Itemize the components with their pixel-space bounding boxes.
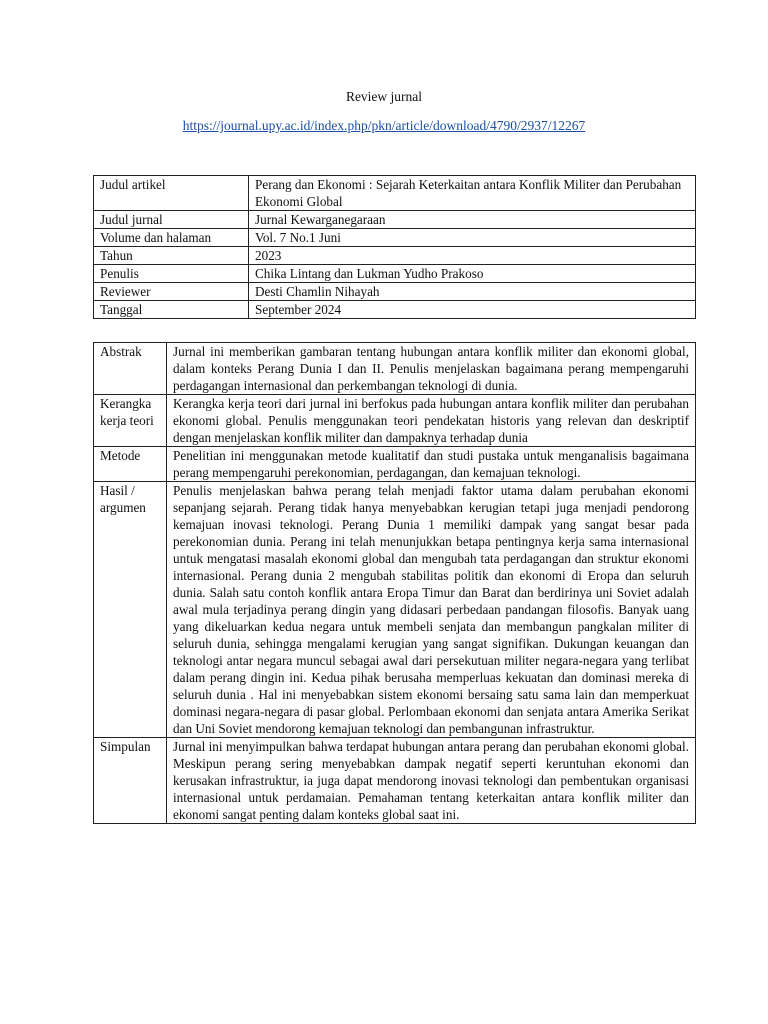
value-cell: 2023 xyxy=(249,247,696,265)
label-cell: Tahun xyxy=(94,247,249,265)
label-cell: Penulis xyxy=(94,265,249,283)
section-text-cell: Penelitian ini menggunakan metode kualitatif dan studi pustaka untuk menganalisis bagaimana perang mempengaruhi perekonomian, perdagangan, dan kemajuan teknologi. xyxy=(167,447,696,482)
table-row xyxy=(94,447,696,482)
table-row xyxy=(94,211,696,229)
table-row xyxy=(94,395,696,447)
document-title: Review jurnal xyxy=(345,89,423,104)
table-row xyxy=(94,482,696,738)
journal-url-link[interactable]: https://journal.upy.ac.id/index.php/pkn/article/download/4790/2937/12267 xyxy=(182,118,586,133)
table-row xyxy=(94,247,696,265)
table-row xyxy=(94,738,696,824)
value-cell: September 2024 xyxy=(249,301,696,319)
table-row xyxy=(94,301,696,319)
table-row xyxy=(94,265,696,283)
table-row xyxy=(94,283,696,301)
value-cell: Jurnal Kewarganegaraan xyxy=(249,211,696,229)
section-text-cell: Jurnal ini menyimpulkan bahwa terdapat hubungan antara perang dan perubahan ekonomi global. Meskipun perang sering menyebabkan dampak negatif seperti keruntuhan ekonomi dan kerusakan infrastruktur, ia juga dapat mendorong inovasi teknologi dan pembentukan organisasi internasional untuk perdamaian. Pemahaman tentang keterkaitan antara konflik militer dan ekonomi sangat penting dalam konteks global saat ini. xyxy=(167,738,696,824)
label-cell: Volume dan halaman xyxy=(94,229,249,247)
section-text-cell: Penulis menjelaskan bahwa perang telah menjadi faktor utama dalam perubahan ekonomi sepanjang sejarah. Perang tidak hanya menyebabkan kerugian tetapi juga menjadi pendorong kemajuan inovasi teknologi. Perang Dunia 1 memiliki dampak yang sangat besar pada perekonomian dunia. Perang ini telah menunjukkan betapa pentingnya kerja sama internasional untuk mengatasi masalah ekonomi global dan mengubah tata perdagangan dan struktur ekonomi internasional. Perang dunia 2 mengubah stabilitas politik dan ekonomi di Eropa dan seluruh dunia. Salah satu contoh konflik antara Eropa Timur dan Barat dan berdirinya uni Soviet adalah awal mula terjadinya perang dingin yang didasari perbedaan pandangan filosofis. Banyak uang yang dikeluarkan kedua negara untuk membeli senjata dan membangun pangkalan militer di seluruh dunia, sehingga mengalami kerugian yang sangat signifikan. Dukungan keuangan dan teknologi antar negara muncul sebagai awal dari persekutuan militer negara-negara yang terlibat dalam perang dingin ini. Kedua pihak berusaha memperluas kekuatan dan dominasi mereka di seluruh dunia . Hal ini menyebabkan sistem ekonomi bersaing satu sama lain dan memperkuat dominasi negara-negara di pasar global. Perlombaan ekonomi dan senjata antara Amerika Serikat dan Uni Soviet mendorong kemajuan teknologi dan pembangunan infrastruktur. xyxy=(167,482,696,738)
label-cell: Judul artikel xyxy=(94,176,249,211)
table-row xyxy=(94,229,696,247)
section-text-cell: Jurnal ini memberikan gambaran tentang hubungan antara konflik militer dan ekonomi global, dalam konteks Perang Dunia I dan II. Penulis menjelaskan bagaimana perang mempengaruhi perdagangan internasional dan perkembangan teknologi di dunia. xyxy=(167,343,696,395)
article-info-table xyxy=(93,175,696,319)
section-label-cell: Metode xyxy=(94,447,167,482)
label-cell: Tanggal xyxy=(94,301,249,319)
section-label-cell: Abstrak xyxy=(94,343,167,395)
section-label-cell: Kerangka kerja teori xyxy=(94,395,167,447)
value-cell: Desti Chamlin Nihayah xyxy=(249,283,696,301)
value-cell: Perang dan Ekonomi : Sejarah Keterkaitan antara Konflik Militer dan Perubahan Ekonomi Global xyxy=(249,176,696,211)
value-cell: Chika Lintang dan Lukman Yudho Prakoso xyxy=(249,265,696,283)
review-table xyxy=(93,342,696,824)
section-label-cell: Hasil / argumen xyxy=(94,482,167,738)
section-text-cell: Kerangka kerja teori dari jurnal ini berfokus pada hubungan antara konflik militer dan perubahan ekonomi global. Penulis menggunakan teori pendekatan historis yang relevan dan deskriptif dengan menjelaskan konflik militer dan dampaknya terhadap dunia xyxy=(167,395,696,447)
table-row xyxy=(94,343,696,395)
table-row xyxy=(94,176,696,211)
label-cell: Judul jurnal xyxy=(94,211,249,229)
section-label-cell: Simpulan xyxy=(94,738,167,824)
value-cell: Vol. 7 No.1 Juni xyxy=(249,229,696,247)
label-cell: Reviewer xyxy=(94,283,249,301)
